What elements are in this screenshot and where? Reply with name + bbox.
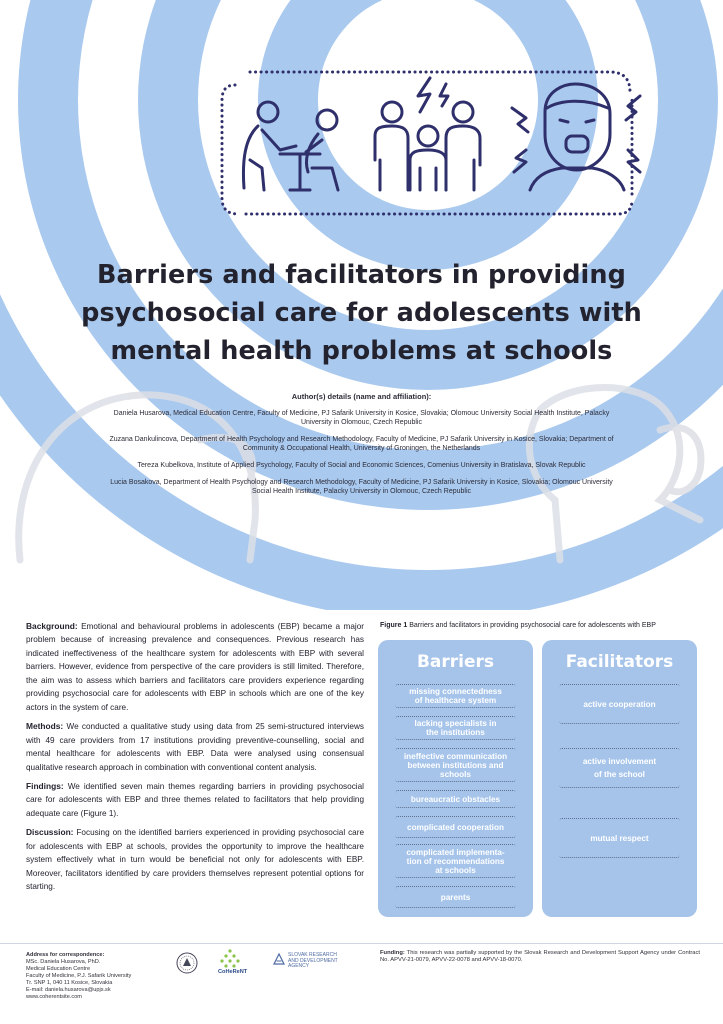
facilitator-line: of the school: [594, 770, 645, 779]
discussion-label: Discussion:: [26, 827, 74, 838]
barrier-line: missing connectedness: [409, 687, 502, 696]
address-line: E-mail: daniela.husarova@upjs.sk: [26, 987, 111, 993]
address-line: Medical Education Centre: [26, 966, 91, 972]
author-entry: Zuzana Dankulincova, Department of Health Psychology and Research Methodology, Faculty of Medicine, PJ Safarik University in Kosice, Slovakia; Department of Community & Occupational Health, University of Groningen, the Netherlands: [109, 436, 614, 452]
srda-label-line: SLOVAK RESEARCH: [288, 952, 337, 958]
funding-label: Funding:: [380, 950, 405, 956]
address-line: MSc. Daniela Husarova, PhD.: [26, 959, 101, 965]
barriers-panel: [378, 640, 533, 917]
barrier-item: [395, 684, 516, 708]
barrier-line: of healthcare system: [414, 696, 497, 705]
author-entry: Daniela Husarova, Medical Education Centre, Faculty of Medicine, PJ Safarik University in Kosice, Slovakia; Olomouc University Social Health Institute, Palacky University in Olomouc, Czech Republic: [113, 410, 610, 426]
facilitator-line: mutual respect: [590, 833, 649, 843]
methods-text: We conducted a qualitative study using data from 25 semi-structured interviews with 49 care providers from 17 institutions providing preventive-counselling, social and mental healthcare for adolescents with EBP. Data were analysed using consensual qualitative research approach in combination with conventional content analysis.: [26, 722, 364, 772]
background-paragraph: [26, 620, 364, 714]
findings-paragraph: [26, 780, 364, 820]
discussion-paragraph: [26, 826, 364, 893]
barrier-line: lacking specialists in: [414, 719, 497, 728]
figure-caption: [380, 622, 710, 629]
barrier-line: the institutions: [426, 728, 485, 737]
findings-label: Findings:: [26, 780, 64, 791]
title-line: Barriers and facilitators in providing: [96, 260, 626, 290]
author-entry: Tereza Kubelkova, Institute of Applied Psychology, Faculty of Social and Economic Sciences, Comenius University in Bratislava, Slovak Republic: [137, 462, 586, 469]
findings-text: We identified seven main themes regarding barriers in providing psychosocial care for adolescents with EBP and three themes related to facilitators that help providing adequate care (Figure 1).: [26, 781, 364, 818]
barrier-item: [395, 844, 516, 878]
barrier-line: ineffective communication: [403, 751, 508, 761]
university-seal-icon: [176, 952, 198, 974]
background-label: Background:: [26, 621, 78, 631]
abstract-section: [26, 620, 364, 900]
discussion-text: Focusing on the identified barriers experienced in providing psychosocial care for adolescents with EBP at schools, provides the opportunity to improve the healthcare system effectively what in turn would be beneficial not only for adolescents with EBP. Moreover, facilitators identified by care providers themselves represent potential options for starting.: [26, 828, 365, 892]
barrier-item: [395, 716, 516, 740]
address-heading: Address for correspondence:: [26, 952, 105, 958]
coherent-logo-icon: [217, 948, 243, 970]
srda-label-line: AGENCY: [288, 963, 310, 970]
srda-logo-icon: [272, 952, 286, 966]
barrier-item: [395, 816, 516, 838]
srda-label: [288, 953, 348, 970]
barrier-item: [395, 790, 516, 808]
barrier-line: bureaucratic obstacles: [410, 794, 501, 804]
coherent-label: CoHeReNT: [218, 969, 248, 975]
address-line: Tr. SNP 1, 040 11 Kosice, Slovakia: [26, 980, 113, 986]
title-line: psychosocial care for adolescents with: [81, 298, 642, 328]
poster-title: [40, 256, 683, 370]
methods-label: Methods:: [26, 721, 64, 732]
title-line: mental health problems at schools: [110, 336, 613, 366]
facilitators-title: Facilitators: [565, 652, 674, 672]
barrier-line: at schools: [435, 865, 476, 875]
methods-paragraph: [26, 720, 364, 774]
background-text: Emotional and behavioural problems in adolescents (EBP) became a major problem because of increasing prevalence and consequences. Previous research has indicated ineffectiveness of the healthcare system for adolescents with EBP with several barriers. However, evidence from perspective of the care providers is still limited. Therefore, the aim was to assess which barriers and facilitators care providers experience regarding providing psychosocial care for adolescents with EBP in schools which are one of the key actors in the system of care.: [26, 622, 364, 712]
facilitator-line: active involvement: [582, 757, 657, 766]
barrier-item: [395, 748, 516, 782]
barrier-line: complicated implementa-: [406, 847, 505, 857]
author-entry: Lucia Bosakova, Department of Health Psychology and Research Methodology, Faculty of Medicine, PJ Safarik University in Kosice, Slovakia; Olomouc University Social Health Institute, Palacky University in Olomouc, Czech Republic: [110, 479, 613, 495]
figure-caption-label: Figure 1: [380, 622, 408, 629]
authors-section: [100, 392, 623, 504]
barrier-line: parents: [440, 892, 471, 902]
authors-heading: Author(s) details (name and affiliation):: [291, 392, 432, 401]
website-link[interactable]: www.coherentsite.com: [26, 994, 82, 1000]
facilitators-panel: [542, 640, 697, 917]
facilitator-item: [559, 684, 680, 724]
barrier-line: schools: [440, 769, 471, 779]
barrier-item: [395, 886, 516, 908]
figure-caption-text: Barriers and facilitators in providing psychosocial care for adolescents with EBP: [409, 622, 656, 629]
funding-note: [380, 950, 700, 964]
correspondence-address: [26, 952, 196, 1001]
barrier-line: between institutions and: [407, 760, 504, 770]
srda-label-line: AND DEVELOPMENT: [288, 957, 338, 964]
facilitator-item: [559, 818, 680, 858]
facilitator-line: active cooperation: [583, 699, 656, 709]
barriers-title: Barriers: [416, 652, 495, 672]
funding-text: This research was partially supported by the Slovak Research and Development Support Agency under Contract No. APVV-21-0079, APVV-22-0078 and APVV-18-0070.: [380, 950, 700, 964]
barrier-line: tion of recommendations: [406, 856, 505, 866]
address-line: Faculty of Medicine, P.J. Safarik University: [26, 973, 132, 979]
facilitator-item: [559, 748, 680, 788]
barrier-line: complicated cooperation: [407, 822, 504, 832]
